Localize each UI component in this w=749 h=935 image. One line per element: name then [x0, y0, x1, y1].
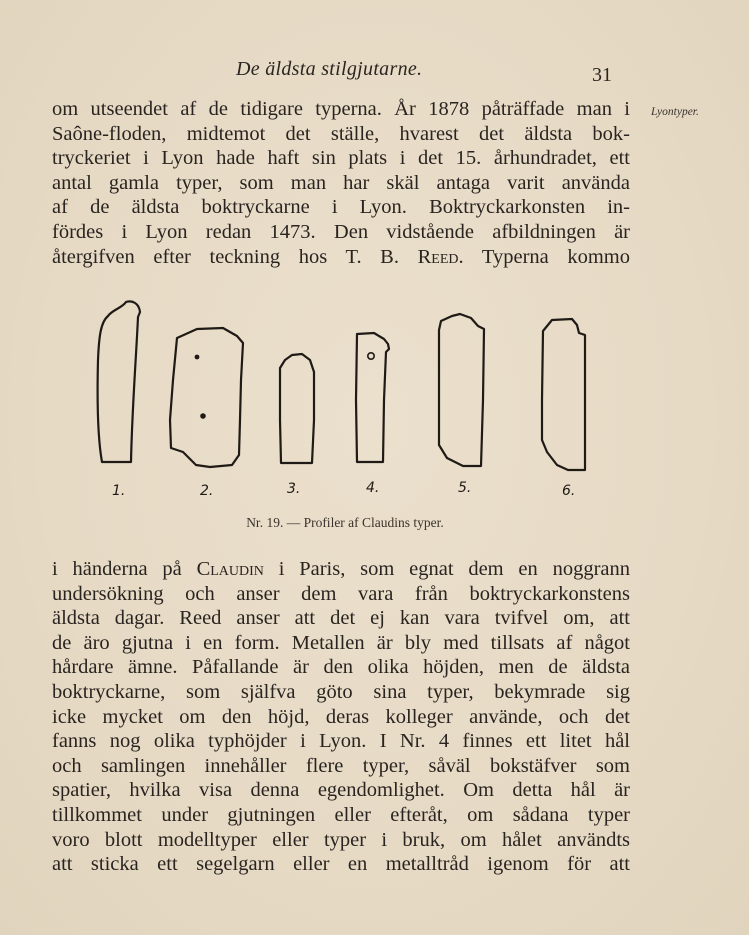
text-line: äldsta dagar. Reed anser att det ej kan vara tvifvel om, att	[52, 607, 630, 630]
author-name-claudin: Claudin	[196, 558, 264, 580]
text-line: tillkommet under gjutningen eller efteråt, om sådana typer	[52, 803, 630, 826]
figure-label-2: 2.	[200, 483, 214, 499]
figure-label-4: 4.	[366, 480, 380, 496]
text-segment: i händerna på	[52, 558, 197, 580]
text-line: de äro gjutna i en form. Metallen är bly med tillsats af något	[52, 631, 630, 654]
margin-note: Lyontyper.	[651, 106, 699, 118]
figure-caption: Nr. 19. — Profiler af Claudins typer.	[246, 515, 444, 530]
figure-label-6: 6.	[562, 483, 576, 499]
text-segment: . Typerna kommo	[458, 245, 630, 268]
text-line: fördes i Lyon redan 1473. Den vidstående afbildningen är	[52, 220, 630, 243]
text-segment: i Paris, som egnat dem en noggrann	[263, 558, 630, 580]
text-line: voro blott modelltyper eller typer i bruk, om hålet användts	[52, 828, 630, 851]
nick-dot	[200, 413, 206, 419]
text-line: att sticka ett segelgarn eller en metalltråd igenom för att	[52, 853, 630, 876]
page-number: 31	[592, 64, 612, 86]
hole-circle	[368, 353, 374, 359]
running-head: De äldsta stilgjutarne.	[236, 58, 423, 80]
text-line: hårdare ämne. Påfallande är den olika höjden, men de äldsta	[52, 656, 630, 679]
type-profile-1	[98, 301, 140, 462]
text-line: antal gamla typer, som man har skäl antaga varit använda	[52, 171, 630, 194]
figure-label-3: 3.	[287, 481, 301, 497]
text-line: icke mycket om den höjd, deras kolleger använde, och det	[52, 705, 630, 728]
nick-dot	[195, 355, 200, 360]
text-line: af de äldsta boktryckarne i Lyon. Boktryckarkonsten in-	[52, 196, 630, 219]
type-profile-5	[439, 314, 484, 466]
text-line: och samlingen innehåller flere typer, såväl bokstäfver som	[52, 754, 630, 777]
figure-label-1: 1.	[112, 483, 126, 499]
text-line: tryckeriet i Lyon hade haft sin plats i det 15. århundradet, ett	[52, 147, 630, 170]
text-segment: återgifven efter teckning hos T. B.	[52, 245, 418, 268]
type-profile-2	[170, 328, 243, 467]
text-line: undersökning och anser dem vara från boktryckarkonstens	[52, 582, 630, 605]
type-profile-6	[542, 319, 585, 470]
text-line: boktryckarne, som själfva göto sina typer, bekymrade sig	[52, 680, 630, 703]
text-line: om utseendet af de tidigare typerna. År 1878 påträffade man i	[52, 98, 630, 120]
author-name-reed: Reed	[417, 245, 459, 268]
text-line: fanns nog olika typhöjder i Lyon. I Nr. 4 finnes ett litet hål	[52, 730, 630, 753]
paragraph-2	[52, 557, 630, 877]
figure-label-5: 5.	[458, 480, 472, 496]
type-profile-3	[280, 354, 314, 463]
text-line: spatier, hvilka visa denna egendomlighet. Om detta hål är	[52, 779, 630, 802]
text-line	[52, 557, 630, 582]
text-line: Saône-floden, midtemot det ställe, hvarest det äldsta bok-	[52, 122, 630, 145]
